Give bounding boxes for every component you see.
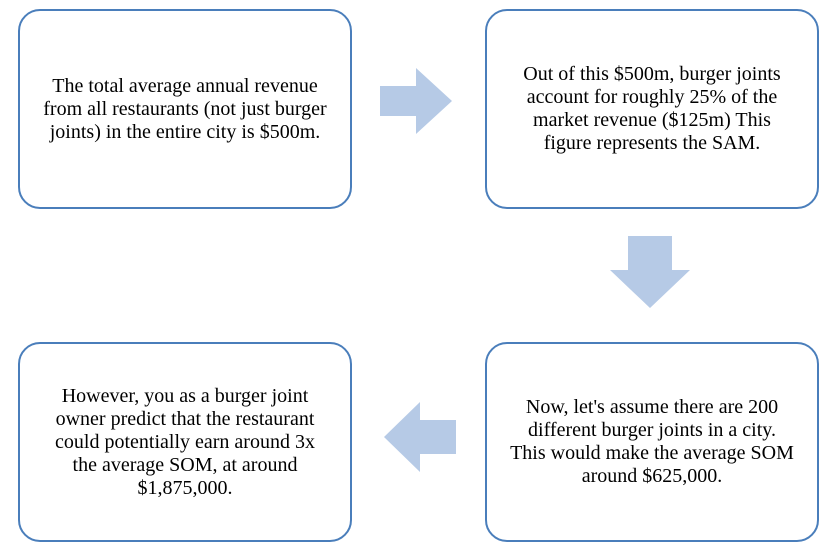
step-text: Now, let's assume there are 200 different burger joints in a city. This would make the average SOM around $625,000. bbox=[510, 396, 794, 487]
step-text: Out of this $500m, burger joints account for roughly 25% of the market revenue ($125m) This figure represents the SAM. bbox=[523, 63, 781, 154]
arrow-left-icon bbox=[384, 402, 456, 472]
step-box-som bbox=[485, 342, 819, 542]
step-text: However, you as a burger joint owner predict that the restaurant could potentially earn around 3x the average SOM, at around $1,875,000. bbox=[55, 384, 315, 499]
arrow-down-icon bbox=[610, 236, 690, 308]
arrow-right-icon bbox=[380, 68, 452, 134]
step-box-sam bbox=[485, 9, 819, 209]
step-box-total-revenue bbox=[18, 9, 352, 209]
step-box-owner-prediction bbox=[18, 342, 352, 542]
step-text: The total average annual revenue from all restaurants (not just burger joints) in the entire city is $500m. bbox=[43, 74, 327, 143]
